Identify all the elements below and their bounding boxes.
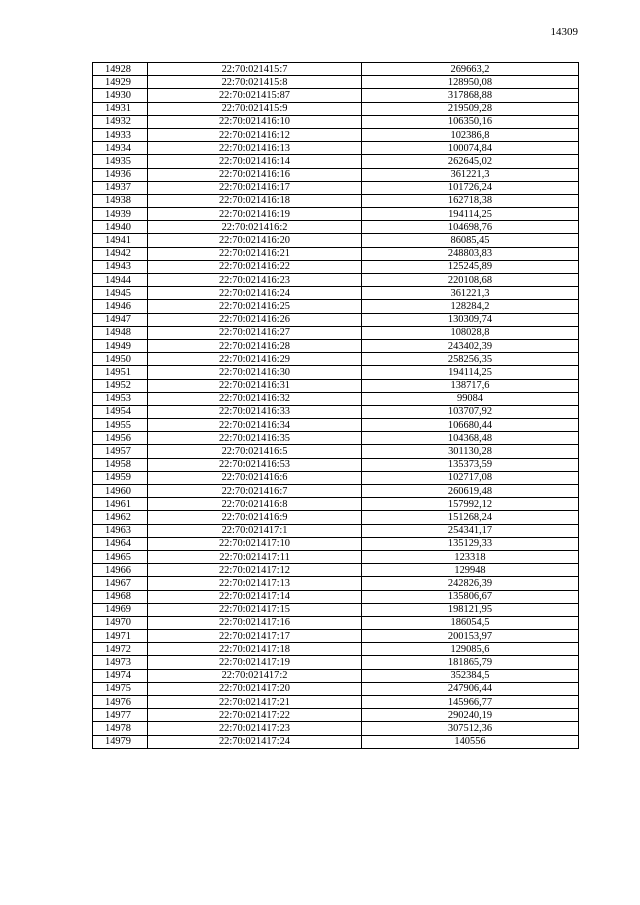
row-number-cell: 14965 xyxy=(93,550,148,563)
row-number-cell: 14930 xyxy=(93,89,148,102)
value-cell: 125245,89 xyxy=(362,260,579,273)
row-number-cell: 14963 xyxy=(93,524,148,537)
cadastral-number-cell: 22:70:021415:7 xyxy=(148,63,362,76)
value-cell: 100074,84 xyxy=(362,142,579,155)
table-row xyxy=(93,76,579,89)
cadastral-number-cell: 22:70:021416:53 xyxy=(148,458,362,471)
cadastral-number-cell: 22:70:021417:15 xyxy=(148,603,362,616)
value-cell: 104698,76 xyxy=(362,221,579,234)
value-cell: 135806,67 xyxy=(362,590,579,603)
table-row xyxy=(93,194,579,207)
table-row xyxy=(93,366,579,379)
table-row xyxy=(93,247,579,260)
row-number-cell: 14937 xyxy=(93,181,148,194)
table-row xyxy=(93,419,579,432)
cadastral-number-cell: 22:70:021416:12 xyxy=(148,128,362,141)
cadastral-number-cell: 22:70:021416:13 xyxy=(148,142,362,155)
row-number-cell: 14958 xyxy=(93,458,148,471)
row-number-cell: 14979 xyxy=(93,735,148,748)
value-cell: 101726,24 xyxy=(362,181,579,194)
value-cell: 194114,25 xyxy=(362,208,579,221)
value-cell: 317868,88 xyxy=(362,89,579,102)
table-row xyxy=(93,498,579,511)
cadastral-number-cell: 22:70:021417:24 xyxy=(148,735,362,748)
row-number-cell: 14976 xyxy=(93,696,148,709)
row-number-cell: 14970 xyxy=(93,616,148,629)
row-number-cell: 14946 xyxy=(93,300,148,313)
value-cell: 130309,74 xyxy=(362,313,579,326)
value-cell: 86085,45 xyxy=(362,234,579,247)
value-cell: 135373,59 xyxy=(362,458,579,471)
value-cell: 138717,6 xyxy=(362,379,579,392)
value-cell: 108028,8 xyxy=(362,326,579,339)
value-cell: 102717,08 xyxy=(362,471,579,484)
row-number-cell: 14960 xyxy=(93,485,148,498)
value-cell: 200153,97 xyxy=(362,630,579,643)
cadastral-number-cell: 22:70:021416:21 xyxy=(148,247,362,260)
cadastral-number-cell: 22:70:021416:6 xyxy=(148,471,362,484)
table-row xyxy=(93,735,579,748)
cadastral-number-cell: 22:70:021416:25 xyxy=(148,300,362,313)
table-row xyxy=(93,379,579,392)
row-number-cell: 14951 xyxy=(93,366,148,379)
row-number-cell: 14961 xyxy=(93,498,148,511)
value-cell: 248803,83 xyxy=(362,247,579,260)
cadastral-number-cell: 22:70:021416:33 xyxy=(148,405,362,418)
cadastral-number-cell: 22:70:021416:31 xyxy=(148,379,362,392)
row-number-cell: 14967 xyxy=(93,577,148,590)
value-cell: 219509,28 xyxy=(362,102,579,115)
value-cell: 186054,5 xyxy=(362,616,579,629)
table-row xyxy=(93,353,579,366)
row-number-cell: 14954 xyxy=(93,405,148,418)
table-row xyxy=(93,221,579,234)
table-row xyxy=(93,181,579,194)
row-number-cell: 14962 xyxy=(93,511,148,524)
table-row xyxy=(93,485,579,498)
cadastral-number-cell: 22:70:021416:8 xyxy=(148,498,362,511)
table-row xyxy=(93,155,579,168)
cadastral-number-cell: 22:70:021417:20 xyxy=(148,682,362,695)
cadastral-number-cell: 22:70:021417:19 xyxy=(148,656,362,669)
table-row xyxy=(93,313,579,326)
row-number-cell: 14938 xyxy=(93,194,148,207)
cadastral-number-cell: 22:70:021415:9 xyxy=(148,102,362,115)
table-row xyxy=(93,524,579,537)
cadastral-number-cell: 22:70:021416:32 xyxy=(148,392,362,405)
cadastral-number-cell: 22:70:021416:16 xyxy=(148,168,362,181)
table-row xyxy=(93,128,579,141)
value-cell: 123318 xyxy=(362,550,579,563)
row-number-cell: 14977 xyxy=(93,709,148,722)
cadastral-number-cell: 22:70:021416:22 xyxy=(148,260,362,273)
row-number-cell: 14966 xyxy=(93,564,148,577)
cadastral-number-cell: 22:70:021417:16 xyxy=(148,616,362,629)
cadastral-number-cell: 22:70:021416:24 xyxy=(148,287,362,300)
cadastral-number-cell: 22:70:021416:7 xyxy=(148,485,362,498)
cadastral-number-cell: 22:70:021416:10 xyxy=(148,115,362,128)
row-number-cell: 14949 xyxy=(93,339,148,352)
table-row xyxy=(93,577,579,590)
table-row xyxy=(93,537,579,550)
row-number-cell: 14935 xyxy=(93,155,148,168)
table-row xyxy=(93,643,579,656)
value-cell: 106350,16 xyxy=(362,115,579,128)
table-row xyxy=(93,274,579,287)
cadastral-number-cell: 22:70:021416:17 xyxy=(148,181,362,194)
row-number-cell: 14934 xyxy=(93,142,148,155)
table-row xyxy=(93,630,579,643)
value-cell: 103707,92 xyxy=(362,405,579,418)
page-number: 14309 xyxy=(550,26,578,38)
table-row xyxy=(93,656,579,669)
table-row xyxy=(93,564,579,577)
row-number-cell: 14975 xyxy=(93,682,148,695)
cadastral-number-cell: 22:70:021417:22 xyxy=(148,709,362,722)
row-number-cell: 14971 xyxy=(93,630,148,643)
table-body xyxy=(93,63,579,749)
table-row xyxy=(93,458,579,471)
table-row xyxy=(93,115,579,128)
row-number-cell: 14968 xyxy=(93,590,148,603)
cadastral-number-cell: 22:70:021417:1 xyxy=(148,524,362,537)
value-cell: 157992,12 xyxy=(362,498,579,511)
cadastral-number-cell: 22:70:021417:21 xyxy=(148,696,362,709)
value-cell: 361221,3 xyxy=(362,168,579,181)
table-row xyxy=(93,696,579,709)
row-number-cell: 14929 xyxy=(93,76,148,89)
value-cell: 151268,24 xyxy=(362,511,579,524)
table-row xyxy=(93,168,579,181)
value-cell: 106680,44 xyxy=(362,419,579,432)
value-cell: 243402,39 xyxy=(362,339,579,352)
cadastral-number-cell: 22:70:021416:5 xyxy=(148,445,362,458)
row-number-cell: 14933 xyxy=(93,128,148,141)
table-row xyxy=(93,142,579,155)
cadastral-number-cell: 22:70:021416:35 xyxy=(148,432,362,445)
row-number-cell: 14956 xyxy=(93,432,148,445)
table-row xyxy=(93,392,579,405)
cadastral-number-cell: 22:70:021416:28 xyxy=(148,339,362,352)
row-number-cell: 14959 xyxy=(93,471,148,484)
row-number-cell: 14948 xyxy=(93,326,148,339)
row-number-cell: 14931 xyxy=(93,102,148,115)
data-table xyxy=(92,62,579,749)
row-number-cell: 14953 xyxy=(93,392,148,405)
table-row xyxy=(93,89,579,102)
value-cell: 145966,77 xyxy=(362,696,579,709)
row-number-cell: 14950 xyxy=(93,353,148,366)
table-row xyxy=(93,287,579,300)
value-cell: 307512,36 xyxy=(362,722,579,735)
value-cell: 254341,17 xyxy=(362,524,579,537)
cadastral-number-cell: 22:70:021417:10 xyxy=(148,537,362,550)
value-cell: 162718,38 xyxy=(362,194,579,207)
table-row xyxy=(93,471,579,484)
row-number-cell: 14978 xyxy=(93,722,148,735)
row-number-cell: 14955 xyxy=(93,419,148,432)
value-cell: 129085,6 xyxy=(362,643,579,656)
cadastral-number-cell: 22:70:021415:87 xyxy=(148,89,362,102)
value-cell: 290240,19 xyxy=(362,709,579,722)
value-cell: 220108,68 xyxy=(362,274,579,287)
cadastral-number-cell: 22:70:021416:18 xyxy=(148,194,362,207)
cadastral-number-cell: 22:70:021416:2 xyxy=(148,221,362,234)
value-cell: 352384,5 xyxy=(362,669,579,682)
table-row xyxy=(93,709,579,722)
table-row xyxy=(93,260,579,273)
table-row xyxy=(93,511,579,524)
cadastral-number-cell: 22:70:021417:11 xyxy=(148,550,362,563)
table-row xyxy=(93,722,579,735)
value-cell: 140556 xyxy=(362,735,579,748)
row-number-cell: 14974 xyxy=(93,669,148,682)
cadastral-number-cell: 22:70:021416:26 xyxy=(148,313,362,326)
value-cell: 135129,33 xyxy=(362,537,579,550)
table-row xyxy=(93,550,579,563)
cadastral-number-cell: 22:70:021417:18 xyxy=(148,643,362,656)
row-number-cell: 14940 xyxy=(93,221,148,234)
table-row xyxy=(93,405,579,418)
value-cell: 128284,2 xyxy=(362,300,579,313)
cadastral-number-cell: 22:70:021416:30 xyxy=(148,366,362,379)
table-row xyxy=(93,616,579,629)
row-number-cell: 14944 xyxy=(93,274,148,287)
row-number-cell: 14936 xyxy=(93,168,148,181)
value-cell: 181865,79 xyxy=(362,656,579,669)
row-number-cell: 14947 xyxy=(93,313,148,326)
cadastral-number-cell: 22:70:021416:34 xyxy=(148,419,362,432)
table-row xyxy=(93,300,579,313)
row-number-cell: 14941 xyxy=(93,234,148,247)
value-cell: 99084 xyxy=(362,392,579,405)
value-cell: 269663,2 xyxy=(362,63,579,76)
value-cell: 102386,8 xyxy=(362,128,579,141)
row-number-cell: 14932 xyxy=(93,115,148,128)
cadastral-number-cell: 22:70:021417:17 xyxy=(148,630,362,643)
table-row xyxy=(93,669,579,682)
value-cell: 262645,02 xyxy=(362,155,579,168)
table-row xyxy=(93,603,579,616)
table-row xyxy=(93,682,579,695)
row-number-cell: 14928 xyxy=(93,63,148,76)
table-row xyxy=(93,432,579,445)
table-row xyxy=(93,326,579,339)
row-number-cell: 14945 xyxy=(93,287,148,300)
value-cell: 247906,44 xyxy=(362,682,579,695)
value-cell: 301130,28 xyxy=(362,445,579,458)
table-row xyxy=(93,339,579,352)
cadastral-number-cell: 22:70:021416:23 xyxy=(148,274,362,287)
row-number-cell: 14952 xyxy=(93,379,148,392)
table-row xyxy=(93,63,579,76)
row-number-cell: 14942 xyxy=(93,247,148,260)
cadastral-number-cell: 22:70:021416:19 xyxy=(148,208,362,221)
table-row xyxy=(93,234,579,247)
table-row xyxy=(93,102,579,115)
cadastral-number-cell: 22:70:021416:27 xyxy=(148,326,362,339)
row-number-cell: 14943 xyxy=(93,260,148,273)
row-number-cell: 14972 xyxy=(93,643,148,656)
table-row xyxy=(93,590,579,603)
value-cell: 129948 xyxy=(362,564,579,577)
cadastral-number-cell: 22:70:021417:12 xyxy=(148,564,362,577)
cadastral-number-cell: 22:70:021416:14 xyxy=(148,155,362,168)
value-cell: 128950,08 xyxy=(362,76,579,89)
row-number-cell: 14957 xyxy=(93,445,148,458)
cadastral-number-cell: 22:70:021417:23 xyxy=(148,722,362,735)
cadastral-number-cell: 22:70:021416:20 xyxy=(148,234,362,247)
value-cell: 242826,39 xyxy=(362,577,579,590)
value-cell: 104368,48 xyxy=(362,432,579,445)
row-number-cell: 14969 xyxy=(93,603,148,616)
cadastral-number-cell: 22:70:021416:9 xyxy=(148,511,362,524)
cadastral-number-cell: 22:70:021417:2 xyxy=(148,669,362,682)
cadastral-number-cell: 22:70:021417:13 xyxy=(148,577,362,590)
value-cell: 258256,35 xyxy=(362,353,579,366)
row-number-cell: 14964 xyxy=(93,537,148,550)
table-row xyxy=(93,208,579,221)
row-number-cell: 14973 xyxy=(93,656,148,669)
table-row xyxy=(93,445,579,458)
cadastral-number-cell: 22:70:021416:29 xyxy=(148,353,362,366)
value-cell: 260619,48 xyxy=(362,485,579,498)
value-cell: 361221,3 xyxy=(362,287,579,300)
cadastral-number-cell: 22:70:021415:8 xyxy=(148,76,362,89)
value-cell: 198121,95 xyxy=(362,603,579,616)
cadastral-number-cell: 22:70:021417:14 xyxy=(148,590,362,603)
value-cell: 194114,25 xyxy=(362,366,579,379)
row-number-cell: 14939 xyxy=(93,208,148,221)
